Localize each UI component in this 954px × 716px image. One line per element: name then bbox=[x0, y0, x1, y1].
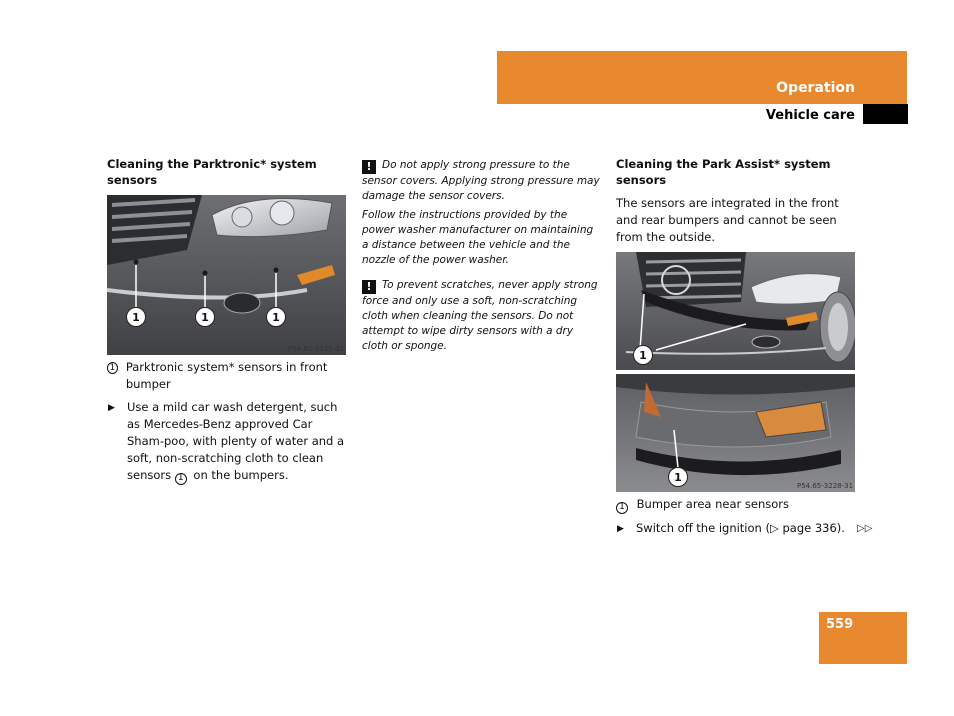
right-caption-text: Bumper area near sensors bbox=[636, 497, 789, 511]
callout-1: 1 bbox=[195, 307, 215, 327]
right-instruction: Switch off the ignition (▷ page 336). bbox=[636, 521, 845, 535]
park-assist-bumper-photos bbox=[616, 252, 855, 492]
number-circle: 1 bbox=[175, 473, 187, 485]
warning-1-text: Do not apply strong pressure to the sensor covers. Applying strong pressure may damage the sensor covers. bbox=[362, 159, 600, 202]
callout-1: 1 bbox=[633, 345, 653, 365]
right-intro: The sensors are integrated in the front and rear bumpers and cannot be seen from the outside. bbox=[616, 196, 839, 244]
bullet-arrow-icon: ▶ bbox=[108, 403, 115, 413]
warning-icon: ! bbox=[362, 160, 376, 174]
section-title: Operation bbox=[776, 80, 855, 96]
continue-marker: ▷▷ bbox=[857, 523, 873, 534]
warning-block-1 bbox=[362, 158, 602, 204]
page-number: 559 bbox=[826, 617, 854, 632]
section-tab-marker bbox=[863, 104, 908, 124]
left-heading: Cleaning the Parktronic* system sensors bbox=[107, 157, 317, 187]
subsection-title: Vehicle care bbox=[765, 108, 855, 123]
image-code: P54.65-3228-31 bbox=[797, 482, 854, 490]
header-bar bbox=[497, 51, 907, 104]
bullet-arrow-icon: ▶ bbox=[617, 524, 624, 534]
left-instruction-text: Use a mild car wash detergent, such as Mercedes-Benz approved Car Sham-poo, with plenty of water and a soft, non-scratching cloth to clean sensors bbox=[127, 400, 345, 482]
left-caption bbox=[107, 359, 347, 393]
number-circle: 1 bbox=[107, 362, 118, 374]
parktronic-front-bumper-photo bbox=[107, 195, 346, 355]
left-instruction bbox=[127, 399, 347, 485]
image-code: P54.65-3225-31 bbox=[288, 345, 345, 353]
left-instruction-end: on the bumpers. bbox=[193, 468, 289, 482]
warning-block-1-extra: Follow the instructions provided by the power washer manufacturer on maintaining a distance between the vehicle and the nozzle of the power washer. bbox=[362, 209, 594, 266]
callout-1: 1 bbox=[266, 307, 286, 327]
number-circle: 1 bbox=[616, 502, 628, 514]
left-caption-text: Parktronic system* sensors in front bumper bbox=[125, 360, 328, 391]
callout-1: 1 bbox=[126, 307, 146, 327]
warning-2-text: To prevent scratches, never apply strong force and only use a soft, non-scratching cloth when cleaning the sensors. Do not attempt to wipe dirty sensors with a dry cloth or sponge. bbox=[362, 279, 598, 352]
warning-block-2 bbox=[362, 278, 602, 354]
right-caption bbox=[616, 496, 861, 514]
right-heading: Cleaning the Park Assist* system sensors bbox=[616, 157, 831, 187]
callout-1: 1 bbox=[668, 467, 688, 487]
warning-icon: ! bbox=[362, 280, 376, 294]
